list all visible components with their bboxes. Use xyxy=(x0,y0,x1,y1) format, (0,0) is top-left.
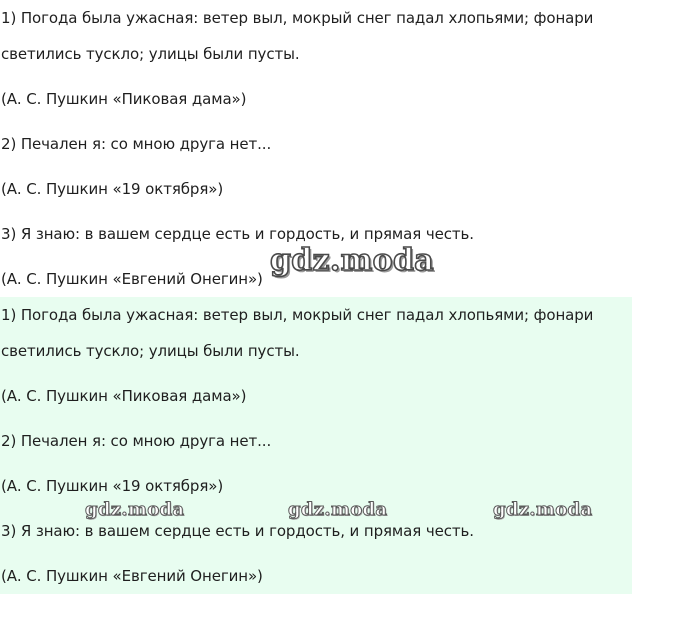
text-line: 1) Погода была ужасная: ветер выл, мокрый снег падал хлопьями; фонари xyxy=(1,306,594,324)
text-line: 3) Я знаю: в вашем сердце есть и гордость, и прямая честь. xyxy=(1,522,474,540)
citation: (А. С. Пушкин «Пиковая дама») xyxy=(1,387,247,405)
watermark-logo: gdz.moda xyxy=(288,499,388,520)
citation: (А. С. Пушкин «19 октября») xyxy=(1,180,224,198)
watermark-logo: gdz.moda xyxy=(493,499,593,520)
text-line: светились тускло; улицы были пусты. xyxy=(1,45,300,63)
citation: (А. С. Пушкин «Евгений Онегин») xyxy=(1,567,263,585)
text-line: 1) Погода была ужасная: ветер выл, мокрый снег падал хлопьями; фонари xyxy=(1,9,594,27)
watermark-logo: gdz.moda xyxy=(85,499,185,520)
citation: (А. С. Пушкин «Евгений Онегин») xyxy=(1,270,263,288)
text-line: 2) Печален я: со мною друга нет... xyxy=(1,135,272,153)
text-line: 3) Я знаю: в вашем сердце есть и гордость, и прямая честь. xyxy=(1,225,474,243)
citation: (А. С. Пушкин «Пиковая дама») xyxy=(1,90,247,108)
text-line: светились тускло; улицы были пусты. xyxy=(1,342,300,360)
text-line: 2) Печален я: со мною друга нет... xyxy=(1,432,272,450)
citation: (А. С. Пушкин «19 октября») xyxy=(1,477,224,495)
watermark-logo: gdz.moda xyxy=(270,243,435,278)
